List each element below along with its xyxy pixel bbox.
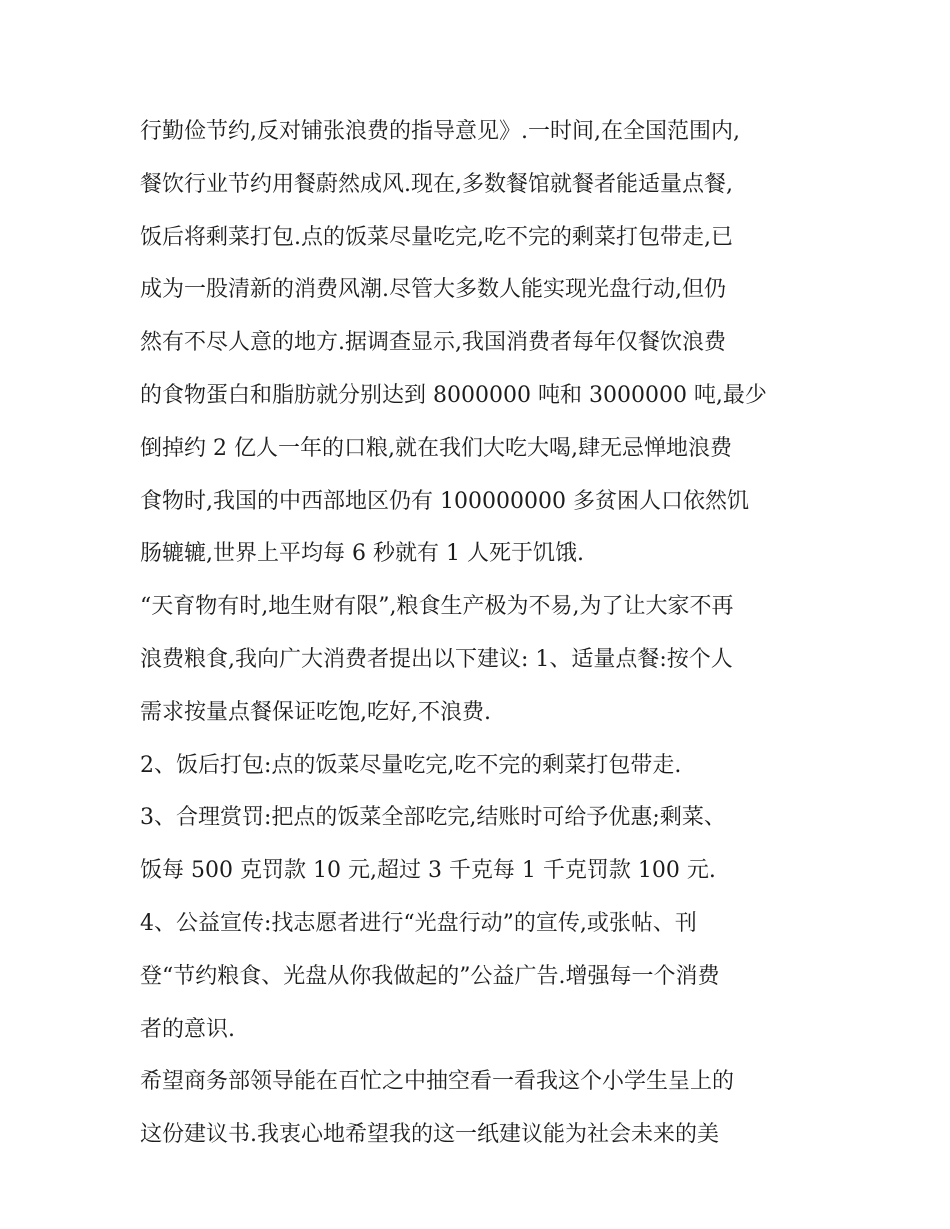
text-line: 者的意识. (140, 1016, 235, 1042)
text-line: 行勤俭节约,反对铺张浪费的指导意见》.一时间,在全国范围内, (140, 119, 740, 144)
text-line: 食物时,我国的中西部地区仍有 100000000 多贫困人口依然饥 (140, 488, 749, 514)
text-line: 这份建议书.我衷心地希望我的这一纸建议能为社会未来的美 (140, 1122, 719, 1148)
text-line: 餐饮行业节约用餐蔚然成风.现在,多数餐馆就餐者能适量点餐, (140, 171, 733, 197)
text-line: 2、饭后打包:点的饭菜尽量吃完,吃不完的剩菜打包带走. (140, 752, 682, 778)
text-line: 3、合理赏罚:把点的饭菜全部吃完,结账时可给予优惠;剩菜、 (140, 805, 726, 831)
text-line: 然有不尽人意的地方.据调查显示,我国消费者每年仅餐饮浪费 (140, 330, 726, 356)
text-line: 浪费粮食,我向广大消费者提出以下建议: 1、适量点餐:按个人 (140, 646, 733, 672)
text-line: 饭后将剩菜打包.点的饭菜尽量吃完,吃不完的剩菜打包带走,已 (140, 224, 733, 250)
text-line: 饭每 500 克罚款 10 元,超过 3 千克每 1 千克罚款 100 元. (140, 858, 716, 884)
text-line: 需求按量点餐保证吃饱,吃好,不浪费. (140, 699, 491, 725)
text-line: “天育物有时,地生财有限”,粮食生产极为不易,为了让大家不再 (140, 594, 734, 620)
body-text (140, 106, 820, 1162)
text-line: 肠辘辘,世界上平均每 6 秒就有 1 人死于饥饿. (140, 541, 584, 567)
text-line: 登“节约粮食、光盘从你我做起的”公益广告.增强每一个消费 (140, 963, 720, 989)
text-line: 倒掉约 2 亿人一年的口粮,就在我们大吃大喝,肆无忌惮地浪费 (140, 435, 732, 461)
text-line: 成为一股清新的消费风潮.尽管大多数人能实现光盘行动,但仍 (140, 277, 726, 303)
text-line: 4、公益宣传:找志愿者进行“光盘行动”的宣传,或张帖、刊 (140, 910, 697, 936)
text-line: 希望商务部领导能在百忙之中抽空看一看我这个小学生呈上的 (140, 1069, 735, 1095)
text-line: 的食物蛋白和脂肪就分别达到 8000000 吨和 3000000 吨,最少 (140, 382, 767, 408)
